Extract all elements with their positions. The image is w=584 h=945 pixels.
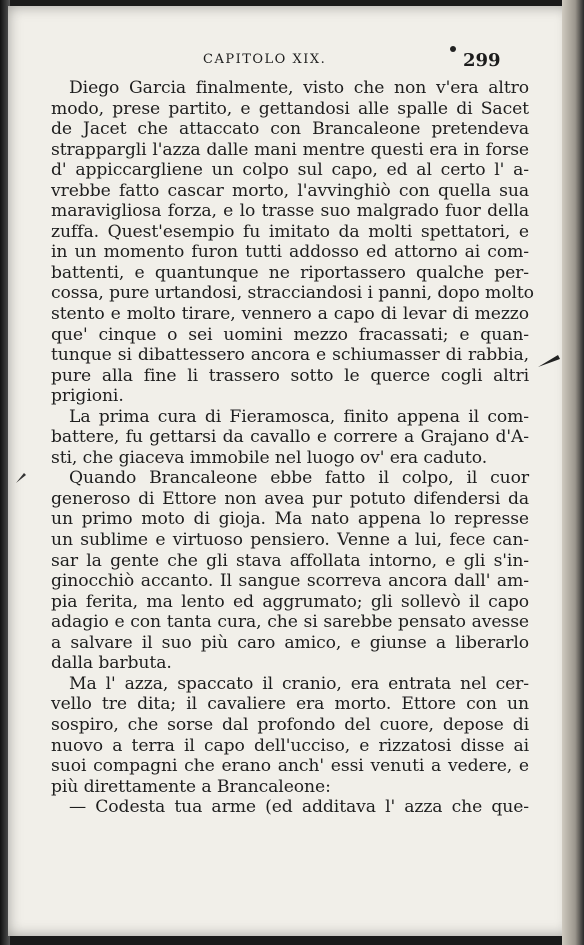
text-line: più direttamente a Brancaleone:	[51, 776, 331, 797]
margin-mark-icon	[14, 471, 28, 485]
text-line: — Codesta tua arme (ed additava l' azza che que-	[69, 797, 529, 818]
body-text	[51, 78, 534, 818]
text-line: cossa, pure urtandosi, stracciandosi i panni, dopo molto	[51, 283, 534, 304]
text-line: sar la gente che gli stava affollata intorno, e gli s'in-	[51, 550, 529, 571]
text-line: prigioni.	[51, 386, 124, 407]
text-line: sti, che giaceva immobile nel luogo ov' era caduto.	[51, 447, 488, 468]
text-line: pure alla fine li trassero sotto le querce cogli altri	[51, 365, 529, 386]
paragraph-1	[51, 78, 534, 407]
text-line: Ma l' azza, spaccato il cranio, era entrata nel cer-	[69, 673, 529, 694]
book-page	[8, 6, 570, 936]
margin-mark-icon	[536, 351, 562, 371]
paragraph-2	[51, 407, 529, 469]
text-line: d' appiccargliene un colpo sul capo, ed al certo l' a-	[51, 160, 529, 181]
text-line: battere, fu gettarsi da cavallo e correre a Grajano d'A-	[51, 427, 529, 448]
page-right-edge	[562, 0, 584, 945]
text-line: Quando Brancaleone ebbe fatto il colpo, il cuor	[69, 468, 529, 489]
text-line: stento e molto tirare, vennero a capo di levar di mezzo	[51, 304, 529, 325]
text-line: nuovo a terra il capo dell'ucciso, e rizzatosi disse ai	[51, 735, 529, 756]
text-line: modo, prese partito, e gettandosi alle spalle di Sacet	[51, 98, 529, 119]
text-line: dalla barbuta.	[51, 653, 172, 674]
text-line: vello tre dita; il cavaliere era morto. Ettore con un	[51, 694, 529, 715]
text-line: a salvare il suo più caro amico, e giunse a liberarlo	[51, 632, 529, 653]
paragraph-3	[51, 468, 529, 673]
text-line: vrebbe fatto cascar morto, l'avvinghiò con quella sua	[51, 180, 529, 201]
text-line: in un momento furon tutti addosso ed attorno ai com-	[51, 242, 529, 263]
text-line: tunque si dibattessero ancora e schiumasser di rabbia,	[51, 345, 529, 366]
text-line: generoso di Ettore non avea pur potuto difendersi da	[51, 488, 529, 509]
text-line: La prima cura di Fieramosca, finito appena il com-	[69, 406, 529, 427]
page-number: 299	[463, 50, 501, 71]
ink-dot-icon	[448, 44, 458, 54]
text-line: suoi compagni che erano anch' essi venuti a vedere, e	[51, 756, 529, 777]
text-line: strappargli l'azza dalle mani mentre questi era in forse	[51, 139, 529, 160]
paragraph-4	[51, 674, 529, 797]
text-line: un sublime e virtuoso pensiero. Venne a lui, fece can-	[51, 530, 529, 551]
text-line: maravigliosa forza, e lo trasse suo malgrado fuor della	[51, 201, 529, 222]
text-line: adagio e con tanta cura, che si sarebbe pensato avesse	[51, 612, 529, 633]
text-line: zuffa. Quest'esempio fu imitato da molti spettatori, e	[51, 221, 529, 242]
running-head	[8, 50, 570, 74]
chapter-heading: CAPITOLO XIX.	[203, 52, 327, 67]
text-line: que' cinque o sei uomini mezzo fracassati; e quan-	[51, 324, 529, 345]
text-line: sospiro, che sorse dal profondo del cuore, depose di	[51, 714, 529, 735]
text-line: de Jacet che attaccato con Brancaleone pretendeva	[51, 119, 529, 140]
text-line: ginocchiò accanto. Il sangue scorreva ancora dall' am-	[51, 571, 529, 592]
paragraph-5	[51, 797, 529, 818]
text-line: Diego Garcia finalmente, visto che non v'era altro	[69, 78, 529, 98]
text-line: battenti, e quantunque ne riportassero qualche per-	[51, 262, 529, 283]
text-line: pia ferita, ma lento ed aggrumato; gli sollevò il capo	[51, 591, 529, 612]
text-line: un primo moto di gioja. Ma nato appena lo represse	[51, 509, 529, 530]
